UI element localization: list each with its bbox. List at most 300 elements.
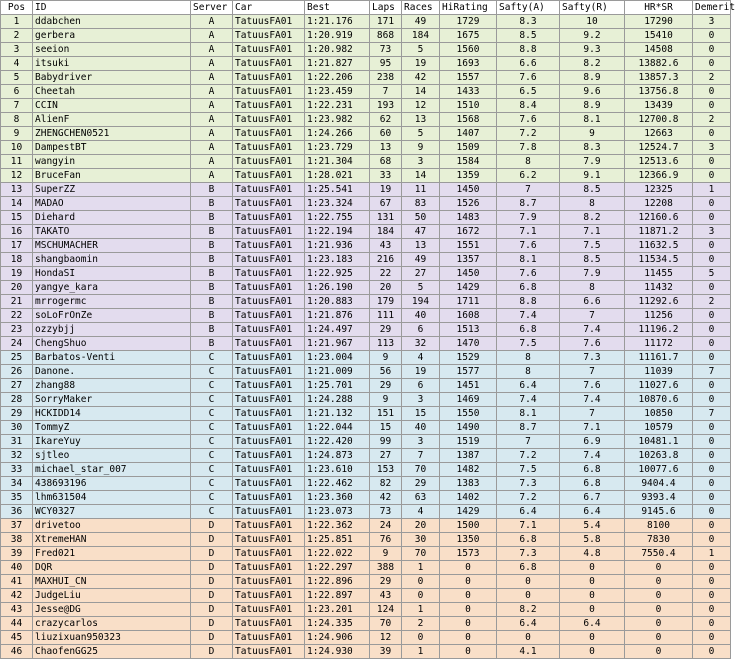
hirating-cell: 1387	[440, 449, 497, 463]
safty-r-cell: 7.3	[560, 351, 625, 365]
demerit-cell: 0	[693, 253, 731, 267]
best-cell: 1:22.231	[305, 99, 370, 113]
server-cell: A	[191, 127, 233, 141]
races-cell: 13	[402, 239, 440, 253]
safty-r-cell: 7.9	[560, 155, 625, 169]
laps-cell: 68	[370, 155, 402, 169]
laps-cell: 171	[370, 15, 402, 29]
id-cell: Diehard	[33, 211, 191, 225]
server-cell: D	[191, 533, 233, 547]
races-cell: 3	[402, 393, 440, 407]
pos-cell: 1	[1, 15, 33, 29]
hr-sr-cell: 12325	[625, 183, 693, 197]
pos-cell: 10	[1, 141, 33, 155]
safty-r-cell: 8.9	[560, 71, 625, 85]
hr-sr-cell: 11292.6	[625, 295, 693, 309]
table-row	[1, 267, 731, 281]
safty-a-cell: 7.2	[497, 127, 560, 141]
best-cell: 1:28.021	[305, 169, 370, 183]
best-cell: 1:23.982	[305, 113, 370, 127]
car-cell: TatuusFA01	[233, 337, 305, 351]
safty-r-cell: 7.1	[560, 421, 625, 435]
server-cell: B	[191, 197, 233, 211]
laps-cell: 73	[370, 43, 402, 57]
hr-sr-cell: 13857.3	[625, 71, 693, 85]
races-cell: 29	[402, 477, 440, 491]
table-row	[1, 519, 731, 533]
table-row	[1, 393, 731, 407]
hirating-cell: 1429	[440, 281, 497, 295]
hr-sr-cell: 13882.6	[625, 57, 693, 71]
car-cell: TatuusFA01	[233, 113, 305, 127]
laps-cell: 151	[370, 407, 402, 421]
races-cell: 13	[402, 113, 440, 127]
car-cell: TatuusFA01	[233, 183, 305, 197]
server-cell: D	[191, 645, 233, 659]
hirating-cell: 1483	[440, 211, 497, 225]
car-cell: TatuusFA01	[233, 281, 305, 295]
hirating-cell: 1568	[440, 113, 497, 127]
hr-sr-cell: 0	[625, 617, 693, 631]
table-row	[1, 225, 731, 239]
table-row	[1, 85, 731, 99]
races-cell: 5	[402, 127, 440, 141]
car-cell: TatuusFA01	[233, 435, 305, 449]
table-row	[1, 309, 731, 323]
id-cell: SuperZZ	[33, 183, 191, 197]
car-cell: TatuusFA01	[233, 575, 305, 589]
hr-sr-cell: 0	[625, 603, 693, 617]
laps-cell: 238	[370, 71, 402, 85]
demerit-cell: 7	[693, 407, 731, 421]
pos-cell: 18	[1, 253, 33, 267]
hirating-cell: 1693	[440, 57, 497, 71]
best-cell: 1:22.206	[305, 71, 370, 85]
table-row	[1, 463, 731, 477]
id-cell: ChengShuo	[33, 337, 191, 351]
safty-a-cell: 6.4	[497, 505, 560, 519]
table-row	[1, 407, 731, 421]
table-row	[1, 603, 731, 617]
safty-a-cell: 8.1	[497, 253, 560, 267]
safty-a-cell: 7.4	[497, 309, 560, 323]
demerit-cell: 0	[693, 575, 731, 589]
races-cell: 0	[402, 631, 440, 645]
safty-a-cell: 6.2	[497, 169, 560, 183]
car-cell: TatuusFA01	[233, 631, 305, 645]
laps-cell: 39	[370, 645, 402, 659]
demerit-cell: 0	[693, 561, 731, 575]
hr-sr-cell: 0	[625, 589, 693, 603]
pos-cell: 2	[1, 29, 33, 43]
server-cell: C	[191, 463, 233, 477]
car-cell: TatuusFA01	[233, 71, 305, 85]
safty-a-cell: 7.6	[497, 267, 560, 281]
best-cell: 1:24.497	[305, 323, 370, 337]
server-cell: B	[191, 309, 233, 323]
id-cell: JudgeLiu	[33, 589, 191, 603]
laps-cell: 27	[370, 449, 402, 463]
table-row	[1, 575, 731, 589]
races-cell: 30	[402, 533, 440, 547]
races-cell: 5	[402, 43, 440, 57]
server-cell: A	[191, 85, 233, 99]
id-cell: SorryMaker	[33, 393, 191, 407]
server-cell: A	[191, 43, 233, 57]
id-cell: ZHENGCHEN0521	[33, 127, 191, 141]
hr-sr-cell: 0	[625, 645, 693, 659]
hirating-cell: 1519	[440, 435, 497, 449]
hirating-cell: 1490	[440, 421, 497, 435]
best-cell: 1:22.194	[305, 225, 370, 239]
car-cell: TatuusFA01	[233, 351, 305, 365]
best-cell: 1:23.729	[305, 141, 370, 155]
col-header-hr-sr: HR*SR	[625, 1, 693, 15]
laps-cell: 184	[370, 225, 402, 239]
demerit-cell: 0	[693, 617, 731, 631]
hirating-cell: 1551	[440, 239, 497, 253]
server-cell: D	[191, 631, 233, 645]
server-cell: B	[191, 253, 233, 267]
car-cell: TatuusFA01	[233, 197, 305, 211]
table-row	[1, 645, 731, 659]
demerit-cell: 0	[693, 631, 731, 645]
safty-a-cell: 8.3	[497, 15, 560, 29]
col-header-server: Server	[191, 1, 233, 15]
races-cell: 49	[402, 15, 440, 29]
table-row	[1, 29, 731, 43]
laps-cell: 388	[370, 561, 402, 575]
hr-sr-cell: 12700.8	[625, 113, 693, 127]
server-cell: C	[191, 393, 233, 407]
demerit-cell: 0	[693, 155, 731, 169]
pos-cell: 23	[1, 323, 33, 337]
best-cell: 1:24.288	[305, 393, 370, 407]
table-row	[1, 561, 731, 575]
safty-r-cell: 0	[560, 631, 625, 645]
pos-cell: 38	[1, 533, 33, 547]
safty-r-cell: 8.3	[560, 141, 625, 155]
best-cell: 1:20.982	[305, 43, 370, 57]
pos-cell: 39	[1, 547, 33, 561]
hirating-cell: 1510	[440, 99, 497, 113]
races-cell: 11	[402, 183, 440, 197]
id-cell: wangyin	[33, 155, 191, 169]
safty-a-cell: 7.1	[497, 519, 560, 533]
id-cell: seeion	[33, 43, 191, 57]
pos-cell: 22	[1, 309, 33, 323]
best-cell: 1:20.919	[305, 29, 370, 43]
id-cell: TAKATO	[33, 225, 191, 239]
safty-r-cell: 6.4	[560, 617, 625, 631]
table-row	[1, 421, 731, 435]
pos-cell: 35	[1, 491, 33, 505]
hr-sr-cell: 12663	[625, 127, 693, 141]
id-cell: TommyZ	[33, 421, 191, 435]
safty-a-cell: 7.6	[497, 71, 560, 85]
table-row	[1, 323, 731, 337]
car-cell: TatuusFA01	[233, 533, 305, 547]
car-cell: TatuusFA01	[233, 211, 305, 225]
car-cell: TatuusFA01	[233, 323, 305, 337]
id-cell: MAXHUI_CN	[33, 575, 191, 589]
best-cell: 1:24.873	[305, 449, 370, 463]
server-cell: D	[191, 589, 233, 603]
safty-r-cell: 7.4	[560, 323, 625, 337]
car-cell: TatuusFA01	[233, 239, 305, 253]
best-cell: 1:23.360	[305, 491, 370, 505]
id-cell: zhang88	[33, 379, 191, 393]
car-cell: TatuusFA01	[233, 547, 305, 561]
pos-cell: 33	[1, 463, 33, 477]
car-cell: TatuusFA01	[233, 463, 305, 477]
pos-cell: 31	[1, 435, 33, 449]
car-cell: TatuusFA01	[233, 309, 305, 323]
hirating-cell: 1513	[440, 323, 497, 337]
pos-cell: 19	[1, 267, 33, 281]
best-cell: 1:25.541	[305, 183, 370, 197]
table-row	[1, 155, 731, 169]
laps-cell: 111	[370, 309, 402, 323]
laps-cell: 42	[370, 491, 402, 505]
best-cell: 1:22.925	[305, 267, 370, 281]
safty-a-cell: 8	[497, 155, 560, 169]
demerit-cell: 3	[693, 141, 731, 155]
server-cell: C	[191, 477, 233, 491]
safty-a-cell: 8	[497, 365, 560, 379]
pos-cell: 43	[1, 603, 33, 617]
server-cell: D	[191, 561, 233, 575]
pos-cell: 5	[1, 71, 33, 85]
pos-cell: 12	[1, 169, 33, 183]
safty-a-cell: 6.8	[497, 281, 560, 295]
pos-cell: 9	[1, 127, 33, 141]
demerit-cell: 0	[693, 505, 731, 519]
races-cell: 40	[402, 421, 440, 435]
hirating-cell: 1433	[440, 85, 497, 99]
safty-r-cell: 6.7	[560, 491, 625, 505]
table-row	[1, 113, 731, 127]
car-cell: TatuusFA01	[233, 57, 305, 71]
best-cell: 1:23.610	[305, 463, 370, 477]
safty-a-cell: 7.4	[497, 393, 560, 407]
id-cell: ozzybjj	[33, 323, 191, 337]
id-cell: HondaSI	[33, 267, 191, 281]
pos-cell: 45	[1, 631, 33, 645]
demerit-cell: 0	[693, 197, 731, 211]
safty-r-cell: 5.8	[560, 533, 625, 547]
laps-cell: 67	[370, 197, 402, 211]
demerit-cell: 0	[693, 435, 731, 449]
best-cell: 1:21.176	[305, 15, 370, 29]
pos-cell: 32	[1, 449, 33, 463]
hr-sr-cell: 13439	[625, 99, 693, 113]
races-cell: 7	[402, 449, 440, 463]
server-cell: D	[191, 575, 233, 589]
laps-cell: 95	[370, 57, 402, 71]
pos-cell: 36	[1, 505, 33, 519]
safty-a-cell: 6.8	[497, 561, 560, 575]
races-cell: 12	[402, 99, 440, 113]
hr-sr-cell: 14508	[625, 43, 693, 57]
demerit-cell: 0	[693, 519, 731, 533]
id-cell: Cheetah	[33, 85, 191, 99]
laps-cell: 9	[370, 393, 402, 407]
car-cell: TatuusFA01	[233, 393, 305, 407]
hirating-cell: 1584	[440, 155, 497, 169]
races-cell: 3	[402, 435, 440, 449]
hirating-cell: 1675	[440, 29, 497, 43]
safty-a-cell: 7.5	[497, 337, 560, 351]
safty-r-cell: 8.2	[560, 211, 625, 225]
hr-sr-cell: 11455	[625, 267, 693, 281]
server-cell: A	[191, 155, 233, 169]
col-header-pos: Pos	[1, 1, 33, 15]
server-cell: A	[191, 57, 233, 71]
demerit-cell: 0	[693, 323, 731, 337]
best-cell: 1:25.701	[305, 379, 370, 393]
laps-cell: 73	[370, 505, 402, 519]
safty-r-cell: 6.6	[560, 295, 625, 309]
hirating-cell: 1608	[440, 309, 497, 323]
table-row	[1, 253, 731, 267]
laps-cell: 56	[370, 365, 402, 379]
laps-cell: 20	[370, 281, 402, 295]
id-cell: ChaofenGG25	[33, 645, 191, 659]
safty-a-cell: 8.7	[497, 197, 560, 211]
server-cell: D	[191, 603, 233, 617]
pos-cell: 24	[1, 337, 33, 351]
server-cell: B	[191, 337, 233, 351]
hirating-cell: 0	[440, 575, 497, 589]
id-cell: 438693196	[33, 477, 191, 491]
safty-a-cell: 6.6	[497, 57, 560, 71]
demerit-cell: 0	[693, 533, 731, 547]
id-cell: Danone.	[33, 365, 191, 379]
safty-a-cell: 6.4	[497, 379, 560, 393]
races-cell: 70	[402, 463, 440, 477]
safty-r-cell: 0	[560, 575, 625, 589]
pos-cell: 8	[1, 113, 33, 127]
demerit-cell: 0	[693, 57, 731, 71]
hr-sr-cell: 11172	[625, 337, 693, 351]
hr-sr-cell: 10481.1	[625, 435, 693, 449]
races-cell: 5	[402, 281, 440, 295]
demerit-cell: 0	[693, 589, 731, 603]
id-cell: DQR	[33, 561, 191, 575]
safty-a-cell: 7	[497, 183, 560, 197]
safty-r-cell: 7.4	[560, 449, 625, 463]
hirating-cell: 1450	[440, 183, 497, 197]
hr-sr-cell: 0	[625, 575, 693, 589]
server-cell: B	[191, 267, 233, 281]
col-header-demerit: Demerit	[693, 1, 731, 15]
hr-sr-cell: 11534.5	[625, 253, 693, 267]
best-cell: 1:25.851	[305, 533, 370, 547]
pos-cell: 41	[1, 575, 33, 589]
car-cell: TatuusFA01	[233, 519, 305, 533]
car-cell: TatuusFA01	[233, 365, 305, 379]
table-row	[1, 281, 731, 295]
races-cell: 14	[402, 85, 440, 99]
laps-cell: 29	[370, 379, 402, 393]
table-row	[1, 141, 731, 155]
car-cell: TatuusFA01	[233, 43, 305, 57]
car-cell: TatuusFA01	[233, 15, 305, 29]
table-row	[1, 533, 731, 547]
server-cell: C	[191, 379, 233, 393]
safty-r-cell: 7.5	[560, 239, 625, 253]
safty-a-cell: 7.2	[497, 491, 560, 505]
car-cell: TatuusFA01	[233, 225, 305, 239]
car-cell: TatuusFA01	[233, 155, 305, 169]
laps-cell: 33	[370, 169, 402, 183]
safty-r-cell: 6.8	[560, 477, 625, 491]
id-cell: MSCHUMACHER	[33, 239, 191, 253]
safty-r-cell: 0	[560, 603, 625, 617]
safty-a-cell: 7.6	[497, 113, 560, 127]
table-row	[1, 57, 731, 71]
hirating-cell: 1729	[440, 15, 497, 29]
server-cell: C	[191, 449, 233, 463]
best-cell: 1:26.190	[305, 281, 370, 295]
id-cell: michael_star_007	[33, 463, 191, 477]
hirating-cell: 1482	[440, 463, 497, 477]
safty-r-cell: 7.6	[560, 379, 625, 393]
races-cell: 19	[402, 57, 440, 71]
table-body	[1, 15, 731, 659]
demerit-cell: 0	[693, 645, 731, 659]
hirating-cell: 1469	[440, 393, 497, 407]
laps-cell: 43	[370, 589, 402, 603]
safty-a-cell: 7.3	[497, 547, 560, 561]
hirating-cell: 1359	[440, 169, 497, 183]
server-cell: A	[191, 99, 233, 113]
table-row	[1, 547, 731, 561]
hr-sr-cell: 11432	[625, 281, 693, 295]
safty-r-cell: 7.9	[560, 267, 625, 281]
hirating-cell: 1450	[440, 267, 497, 281]
safty-a-cell: 8.2	[497, 603, 560, 617]
safty-a-cell: 6.4	[497, 617, 560, 631]
races-cell: 3	[402, 155, 440, 169]
id-cell: Jesse@DG	[33, 603, 191, 617]
col-header-hirating: HiRating	[440, 1, 497, 15]
races-cell: 0	[402, 589, 440, 603]
server-cell: C	[191, 491, 233, 505]
hr-sr-cell: 0	[625, 631, 693, 645]
best-cell: 1:21.936	[305, 239, 370, 253]
hr-sr-cell: 9393.4	[625, 491, 693, 505]
hr-sr-cell: 15410	[625, 29, 693, 43]
table-row	[1, 71, 731, 85]
laps-cell: 124	[370, 603, 402, 617]
laps-cell: 82	[370, 477, 402, 491]
laps-cell: 99	[370, 435, 402, 449]
pos-cell: 34	[1, 477, 33, 491]
best-cell: 1:22.022	[305, 547, 370, 561]
safty-r-cell: 0	[560, 561, 625, 575]
safty-a-cell: 8.4	[497, 99, 560, 113]
demerit-cell: 0	[693, 351, 731, 365]
car-cell: TatuusFA01	[233, 617, 305, 631]
laps-cell: 29	[370, 575, 402, 589]
races-cell: 9	[402, 141, 440, 155]
table-row	[1, 127, 731, 141]
id-cell: gerbera	[33, 29, 191, 43]
hirating-cell: 1526	[440, 197, 497, 211]
demerit-cell: 0	[693, 169, 731, 183]
